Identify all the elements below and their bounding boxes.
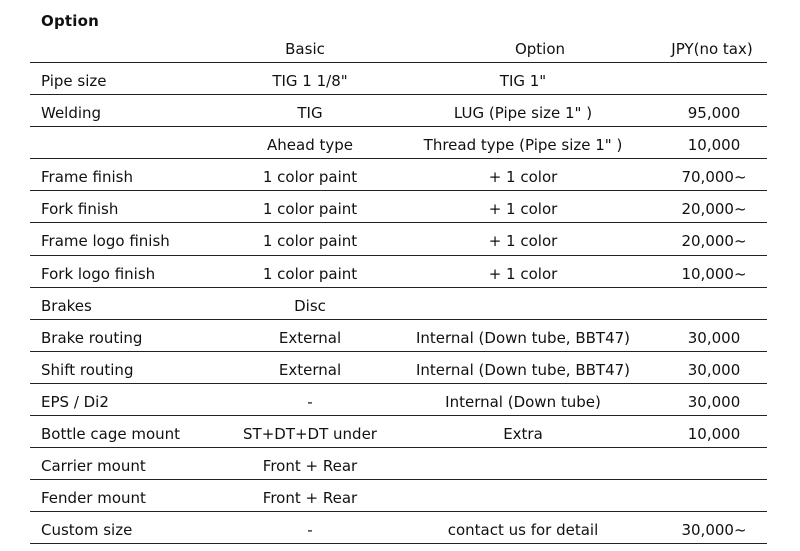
row-item: Fork finish	[41, 200, 119, 219]
table-row	[30, 479, 767, 511]
row-item: Fork logo finish	[41, 264, 156, 283]
table-row	[30, 190, 767, 222]
row-option: Internal (Down tube)	[445, 392, 601, 411]
row-option: Internal (Down tube, BBT47)	[415, 360, 631, 379]
row-item: Fender mount	[41, 489, 146, 508]
row-item: Brakes	[41, 296, 92, 315]
row-price: 30,000~	[681, 521, 747, 540]
row-basic: -	[307, 521, 313, 540]
table-row	[30, 351, 767, 383]
row-basic: -	[307, 392, 313, 411]
row-option: Thread type (Pipe size 1" )	[423, 136, 623, 155]
row-basic: Front + Rear	[262, 489, 358, 508]
row-price: 10,000~	[681, 264, 747, 283]
row-item: Brake routing	[41, 328, 143, 347]
row-option: Extra	[503, 425, 543, 444]
table-header	[30, 36, 767, 62]
table-row	[30, 447, 767, 479]
table-row	[30, 126, 767, 158]
header-price: JPY(no tax)	[671, 40, 753, 58]
row-basic: TIG	[297, 104, 323, 123]
row-option: contact us for detail	[447, 521, 599, 540]
table-row	[30, 415, 767, 447]
row-basic: 1 color paint	[262, 232, 358, 251]
row-item: Carrier mount	[41, 457, 146, 476]
table-row	[30, 287, 767, 319]
row-basic: 1 color paint	[262, 200, 358, 219]
table-row	[30, 158, 767, 190]
row-price: 10,000	[687, 425, 741, 444]
row-item: Pipe size	[41, 72, 107, 90]
row-price: 95,000	[687, 104, 741, 123]
row-option: TIG 1"	[499, 72, 547, 90]
table-row	[30, 62, 767, 94]
table-row	[30, 222, 767, 254]
row-basic: External	[278, 360, 342, 379]
row-option: + 1 color	[488, 264, 558, 283]
row-option: + 1 color	[488, 168, 558, 187]
row-option: LUG (Pipe size 1" )	[453, 104, 593, 123]
row-price: 30,000	[687, 392, 741, 411]
row-price: 30,000	[687, 360, 741, 379]
row-basic: 1 color paint	[262, 264, 358, 283]
row-option: Internal (Down tube, BBT47)	[415, 328, 631, 347]
row-item: Welding	[41, 104, 102, 123]
page-title: Option	[41, 12, 99, 30]
row-price: 70,000~	[681, 168, 747, 187]
row-basic: Ahead type	[267, 136, 353, 155]
row-option: + 1 color	[488, 200, 558, 219]
row-item: Frame finish	[41, 168, 133, 187]
row-basic: External	[278, 328, 342, 347]
options-table	[30, 62, 767, 544]
table-row	[30, 255, 767, 287]
row-basic: Front + Rear	[262, 457, 358, 476]
row-price: 20,000~	[681, 200, 747, 219]
row-item: Custom size	[41, 521, 133, 540]
row-item: Shift routing	[41, 360, 134, 379]
row-item: Bottle cage mount	[41, 425, 181, 444]
row-basic: Disc	[294, 296, 326, 315]
header-option: Option	[514, 40, 566, 58]
row-basic: ST+DT+DT under	[243, 425, 377, 444]
table-row	[30, 511, 767, 544]
row-item: Frame logo finish	[41, 232, 170, 251]
row-basic: TIG 1 1/8"	[272, 72, 348, 90]
row-price: 10,000	[687, 136, 741, 155]
row-basic: 1 color paint	[262, 168, 358, 187]
row-item: EPS / Di2	[41, 392, 109, 411]
row-price: 30,000	[687, 328, 741, 347]
row-price: 20,000~	[681, 232, 747, 251]
header-basic: Basic	[285, 40, 325, 58]
row-option: + 1 color	[488, 232, 558, 251]
table-row	[30, 319, 767, 351]
table-row	[30, 383, 767, 415]
table-row	[30, 94, 767, 126]
